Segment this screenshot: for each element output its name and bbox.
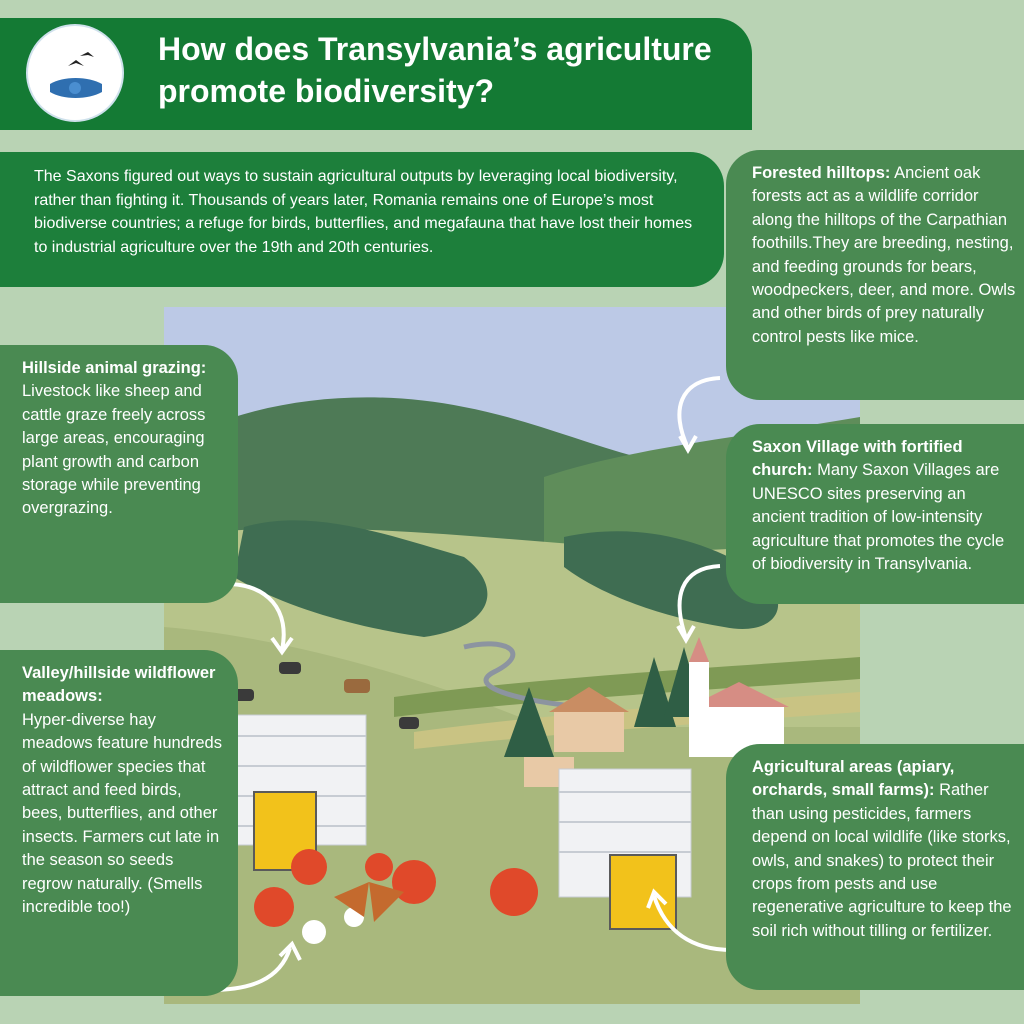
panel-heading: Forested hilltops:	[752, 164, 891, 182]
panel-body: Livestock like sheep and cattle graze freely across large areas, encouraging plant growth and carbon storage while preventing overgrazing.	[22, 382, 206, 518]
panel-forested-hilltops	[726, 150, 1024, 400]
panel-heading: Agricultural areas (apiary, orchards, small farms):	[752, 758, 955, 800]
church-tower	[689, 662, 709, 757]
panel-heading: Saxon Village with fortified church:	[752, 438, 963, 480]
cow	[279, 662, 301, 674]
panel-heading: Valley/hillside wildflower meadows:	[22, 664, 216, 706]
intro-panel	[0, 152, 724, 287]
page-title: How does Transylvania’s agriculture promote biodiversity?	[158, 31, 712, 109]
panel-wildflower-meadows	[0, 650, 238, 996]
panel-body: Many Saxon Villages are UNESCO sites preserving an ancient tradition of low-intensity agriculture that promotes the cycle of biodiversity in Transylvania.	[752, 461, 1005, 574]
panel-hillside-grazing	[0, 345, 238, 603]
operation-wallacea-logo	[26, 24, 124, 122]
intro-text: The Saxons figured out ways to sustain agricultural outputs by leveraging local biodiversity, rather than fighting it. Thousands of years later, Romania remains one of Europe’s most biodiverse countries; a refuge for birds, butterflies, and megafauna that have lost their homes to industrial agriculture over the 19th and 20th centuries.	[34, 168, 693, 256]
panel-body: Hyper-diverse hay meadows feature hundreds of wildflower species that attract and feed birds, bees, butterflies, and other insects. Farmers cut late in the season so seeds regrow naturally. (Smells incredible too!)	[22, 710, 222, 917]
cow	[399, 717, 419, 729]
panel-body: Rather than using pesticides, farmers depend on local wildlife (like storks, owls, and snakes) to protect their crops from pests and use regenerative agriculture to keep the soil rich without tilling or fertilizer.	[752, 781, 1012, 940]
arrow-icon	[650, 370, 730, 460]
arrow-icon	[640, 880, 740, 960]
panel-saxon-village	[726, 424, 1024, 604]
panel-heading: Hillside animal grazing:	[22, 359, 207, 377]
cow	[344, 679, 370, 693]
arrow-icon	[650, 558, 730, 648]
village-house	[554, 712, 624, 752]
panel-body: Ancient oak forests act as a wildlife corridor along the hilltops of the Carpathian foothills.They are breeding, nesting, and feeding grounds for bears, woodpeckers, deer, and more. Owls and other birds of prey naturally control pests like mice.	[752, 164, 1016, 346]
panel-agricultural-areas	[726, 744, 1024, 990]
